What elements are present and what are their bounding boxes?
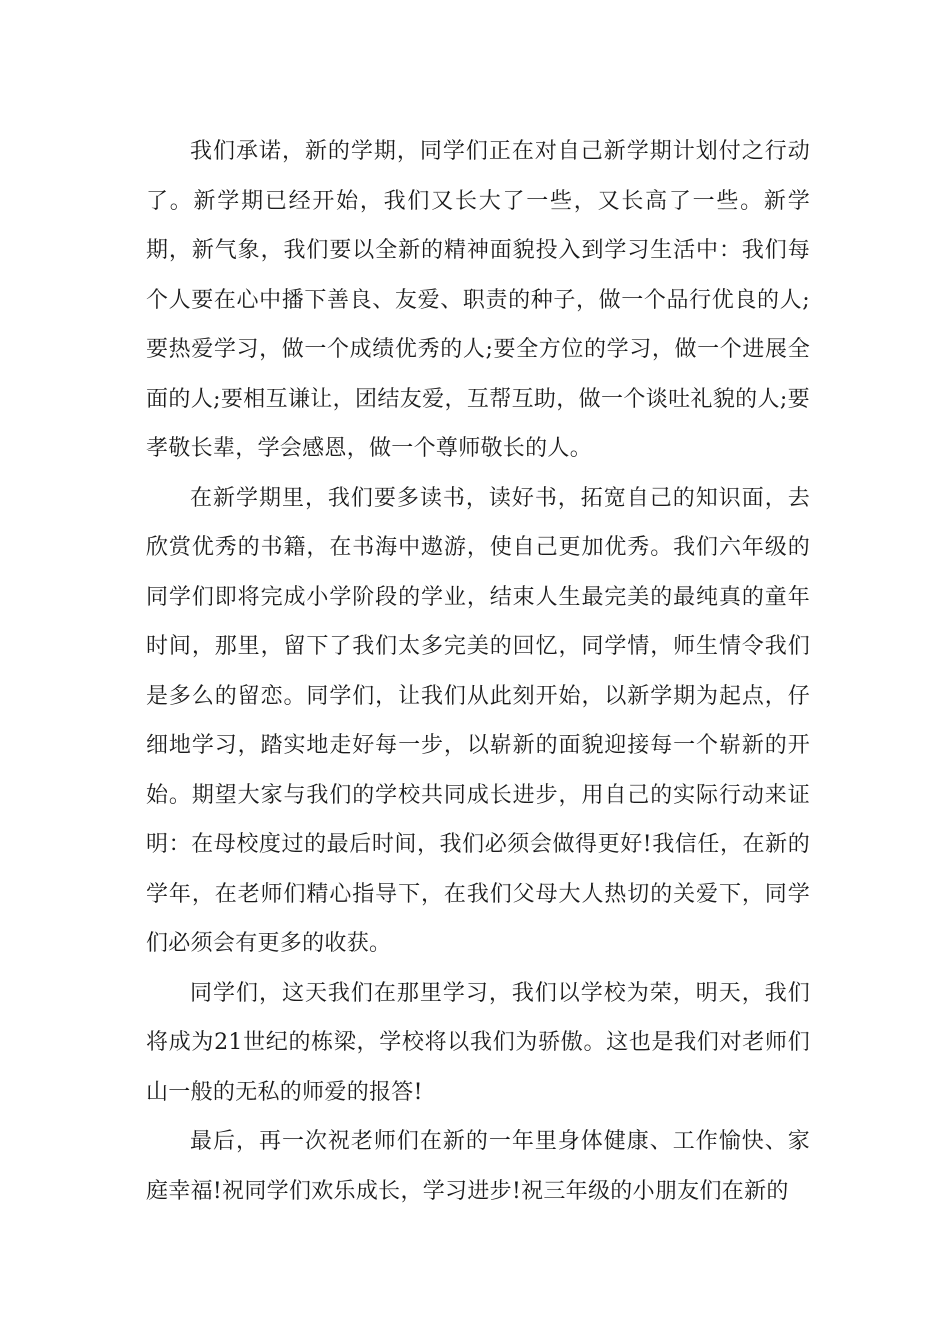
paragraph-commitment: 我们承诺，新的学期，同学们正在对自己新学期计划付之行动了。新学期已经开始，我们又长大了一些，又长高了一些。新学期，新气象，我们要以全新的精神面貌投入到学习生活中：我们每个人要在心中播下善良、友爱、职责的种子，做一个品行优良的人;要热爱学习，做一个成绩优秀的人;要全方位的学习，做一个进展全面的人;要相互谦让，团结友爱，互帮互助，做一个谈吐礼貌的人;要孝敬长辈，学会感恩，做一个尊师敬长的人。: [146, 139, 810, 461]
paragraph-closing-wishes: 最后，再一次祝老师们在新的一年里身体健康、工作愉快、家庭幸福!祝同学们欢乐成长，学习进步!祝三年级的小朋友们在新的: [146, 1129, 810, 1204]
document-body: [146, 127, 810, 1216]
paragraph-new-semester-reading: 在新学期里，我们要多读书，读好书，拓宽自己的知识面，去欣赏优秀的书籍，在书海中遨游，使自己更加优秀。我们六年级的同学们即将完成小学阶段的学业，结束人生最完美的最纯真的童年时间，那里，留下了我们太多完美的回忆，同学情，师生情令我们是多么的留恋。同学们，让我们从此刻开始，以新学期为起点，仔细地学习，踏实地走好每一步，以崭新的面貌迎接每一个崭新的开始。期望大家与我们的学校共同成长进步，用自己的实际行动来证明：在母校度过的最后时间，我们必须会做得更好!我信任，在新的学年，在老师们精心指导下，在我们父母大人热切的关爱下，同学们必须会有更多的收获。: [146, 485, 810, 956]
paragraph-pride-in-school: 同学们，这天我们在那里学习，我们以学校为荣，明天，我们将成为21世纪的栋梁，学校将以我们为骄傲。这也是我们对老师们山一般的无私的师爱的报答!: [146, 980, 810, 1105]
